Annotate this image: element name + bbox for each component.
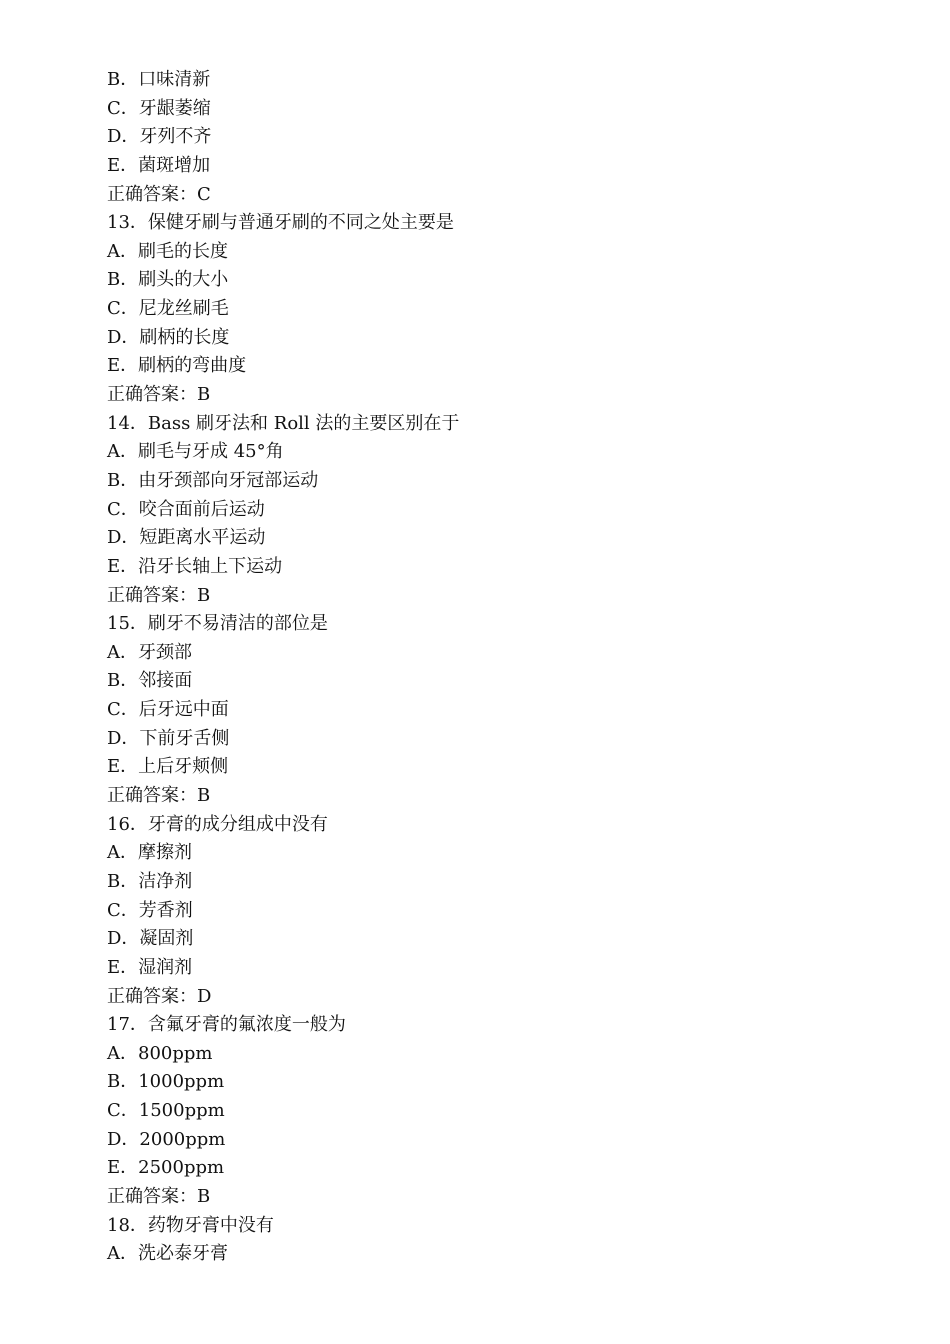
answer-line: 正确答案：B: [107, 785, 211, 807]
option-line: B．1000ppm: [107, 1071, 225, 1093]
option-line: E．湿润剂: [107, 956, 193, 978]
answer-line: 正确答案：C: [107, 183, 211, 205]
question-line: 15．刷牙不易清洁的部位是: [107, 613, 328, 635]
option-line: E．2500ppm: [107, 1157, 225, 1179]
question-line: 17．含氟牙膏的氟浓度一般为: [107, 1014, 346, 1036]
option-line: C．后牙远中面: [107, 699, 229, 721]
question-line: 13．保健牙刷与普通牙刷的不同之处主要是: [107, 212, 454, 234]
answer-line: 正确答案：B: [107, 1185, 211, 1207]
option-line: B．邻接面: [107, 670, 193, 692]
option-line: D．凝固剂: [107, 928, 194, 950]
option-line: B．刷头的大小: [107, 269, 229, 291]
option-line: E．上后牙颊侧: [107, 756, 229, 778]
answer-line: 正确答案：B: [107, 584, 211, 606]
option-line: E．沿牙长轴上下运动: [107, 555, 283, 577]
option-line: A．洗必泰牙膏: [107, 1243, 228, 1265]
question-line: 16．牙膏的成分组成中没有: [107, 813, 328, 835]
option-line: A．刷毛的长度: [107, 240, 228, 262]
option-line: D．2000ppm: [107, 1128, 226, 1150]
option-line: D．刷柄的长度: [107, 326, 230, 348]
option-line: D．下前牙舌侧: [107, 727, 230, 749]
option-line: A．摩擦剂: [107, 842, 192, 864]
option-line: A．牙颈部: [107, 641, 192, 663]
option-line: C．牙龈萎缩: [107, 97, 211, 119]
option-line: C．芳香剂: [107, 899, 193, 921]
option-line: B．口味清新: [107, 69, 211, 90]
option-line: D．牙列不齐: [107, 126, 212, 148]
option-line: B．由牙颈部向牙冠部运动: [107, 469, 319, 491]
option-line: A．800ppm: [107, 1042, 213, 1064]
option-line: D．短距离水平运动: [107, 527, 266, 549]
option-line: C．尼龙丝刷毛: [107, 298, 229, 320]
option-line: C．咬合面前后运动: [107, 498, 265, 520]
answer-line: 正确答案：B: [107, 384, 211, 406]
option-line: E．菌斑增加: [107, 154, 211, 176]
option-line: B．洁净剂: [107, 870, 193, 892]
document-page: [107, 66, 887, 1269]
question-line: 14．Bass 刷牙法和 Roll 法的主要区别在于: [107, 412, 460, 434]
option-line: E．刷柄的弯曲度: [107, 355, 247, 377]
option-line: A．刷毛与牙成 45°角: [107, 441, 284, 463]
question-line: 18．药物牙膏中没有: [107, 1214, 274, 1236]
option-line: C．1500ppm: [107, 1100, 225, 1122]
answer-line: 正确答案：D: [107, 985, 212, 1007]
